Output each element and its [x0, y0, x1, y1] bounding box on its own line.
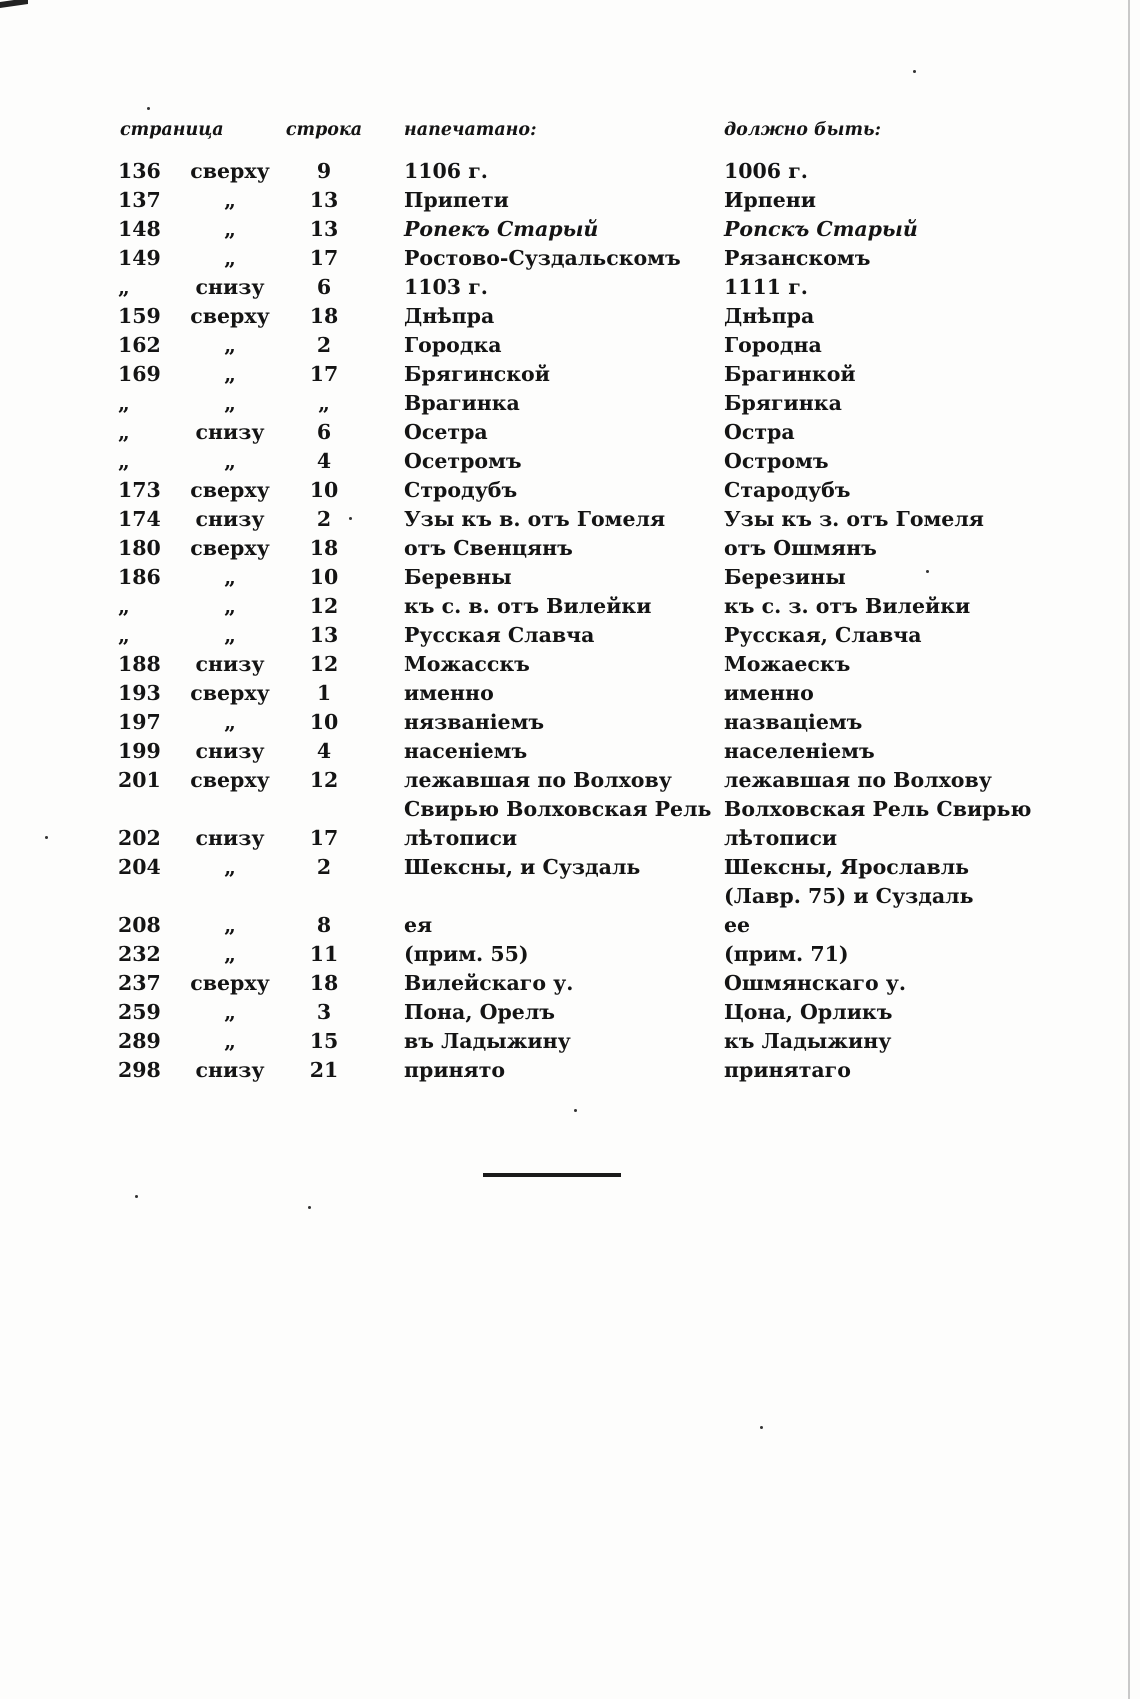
- errata-line-number: „: [318, 391, 330, 415]
- errata-correct-text: 1111 г.: [724, 275, 808, 299]
- ink-speck: [45, 836, 48, 839]
- errata-printed-text: Пона, Орелъ: [404, 1000, 556, 1024]
- errata-side: „: [224, 188, 236, 212]
- errata-printed-text: Осетра: [404, 420, 488, 444]
- errata-page-number: 237: [118, 971, 161, 995]
- errata-page-number: 193: [118, 681, 161, 705]
- errata-correct-text: 1006 г.: [724, 159, 808, 183]
- errata-correct-text: Рязанскомъ: [724, 246, 871, 270]
- errata-page-number: 162: [118, 333, 161, 357]
- errata-correct-text: населеніемъ: [724, 739, 875, 763]
- errata-side: сверху: [190, 681, 270, 705]
- scan-edge-line: [1128, 0, 1130, 1699]
- errata-line-number: 6: [316, 420, 332, 444]
- errata-line-number: 2: [316, 333, 332, 357]
- errata-line-number: 12: [309, 652, 339, 676]
- errata-line-number: 17: [309, 826, 339, 850]
- errata-row: [118, 969, 1044, 998]
- errata-line-number: 10: [309, 710, 339, 734]
- errata-printed-text: отъ Свенцянъ: [404, 536, 573, 560]
- errata-row: [118, 911, 1044, 940]
- errata-printed-text: Врагинка: [404, 391, 520, 415]
- errata-page-number: 232: [118, 942, 161, 966]
- errata-page-number: 259: [118, 1000, 161, 1024]
- errata-printed-text: 1106 г.: [404, 159, 488, 183]
- errata-row: [118, 418, 1044, 447]
- errata-side: „: [224, 246, 236, 270]
- errata-row: [118, 708, 1044, 737]
- errata-row: [118, 563, 1044, 592]
- errata-printed-text: Беревны: [404, 565, 512, 589]
- errata-side: сверху: [190, 304, 270, 328]
- ink-speck: [760, 1426, 763, 1429]
- errata-page-number: 136: [118, 159, 161, 183]
- errata-correct-text: Ропскъ Старый: [724, 217, 918, 241]
- errata-page-number: „: [118, 391, 130, 415]
- errata-row: [118, 244, 1044, 273]
- errata-line-number: 10: [309, 565, 339, 589]
- errata-printed-text: Русская Славча: [404, 623, 595, 647]
- errata-line-number: 2: [316, 507, 332, 531]
- errata-row: [118, 476, 1044, 505]
- errata-line-number: 4: [316, 449, 332, 473]
- errata-line-number: 12: [309, 594, 339, 618]
- errata-page-number: 137: [118, 188, 161, 212]
- errata-row: [118, 302, 1044, 331]
- errata-page-number: 159: [118, 304, 161, 328]
- errata-correct-text: Днѣпра: [724, 304, 815, 328]
- errata-page-number: 188: [118, 652, 161, 676]
- errata-page-number: 199: [118, 739, 161, 763]
- errata-printed-text: Шексны, и Суздаль: [404, 855, 641, 879]
- errata-correct-text: лежавшая по Волхову Волховская Рель Свирью: [724, 768, 1032, 821]
- errata-row: [118, 998, 1044, 1027]
- errata-printed-text: Ростово-Суздальскомъ: [404, 246, 681, 270]
- errata-row: [118, 1027, 1044, 1056]
- errata-page-number: 169: [118, 362, 161, 386]
- errata-correct-text: Шексны, Ярославль (Лавр. 75) и Суздаль: [724, 855, 974, 908]
- errata-page-number: 208: [118, 913, 161, 937]
- errata-line-number: 4: [316, 739, 332, 763]
- errata-correct-text: принятаго: [724, 1058, 851, 1082]
- errata-row: [118, 766, 1044, 824]
- errata-line-number: 17: [309, 246, 339, 270]
- errata-page-number: 148: [118, 217, 161, 241]
- errata-side: „: [224, 391, 236, 415]
- errata-correct-text: Брягинка: [724, 391, 842, 415]
- errata-printed-text: ея: [404, 913, 433, 937]
- errata-page-number: „: [118, 623, 130, 647]
- errata-line-number: 11: [309, 942, 339, 966]
- errata-correct-text: Березины: [724, 565, 846, 589]
- errata-row: [118, 650, 1044, 679]
- errata-printed-text: нязваніемъ: [404, 710, 545, 734]
- errata-correct-text: Остромъ: [724, 449, 829, 473]
- errata-page-number: 186: [118, 565, 161, 589]
- header-should-be: должно быть:: [724, 120, 881, 140]
- errata-side: „: [224, 333, 236, 357]
- errata-row: [118, 534, 1044, 563]
- errata-correct-text: Ошмянскаго у.: [724, 971, 907, 995]
- errata-row: [118, 273, 1044, 302]
- errata-printed-text: Вилейскаго у.: [404, 971, 574, 995]
- errata-page-number: 204: [118, 855, 161, 879]
- errata-side: „: [224, 913, 236, 937]
- errata-page-number: „: [118, 420, 130, 444]
- errata-printed-text: именно: [404, 681, 494, 705]
- errata-printed-text: Можасскъ: [404, 652, 530, 676]
- ink-speck: [308, 1206, 311, 1209]
- errata-correct-text: (прим. 71): [724, 942, 849, 966]
- errata-side: „: [224, 1000, 236, 1024]
- errata-row: [118, 389, 1044, 418]
- errata-side: „: [224, 594, 236, 618]
- errata-printed-text: къ с. в. отъ Вилейки: [404, 594, 652, 618]
- errata-body: [118, 157, 1044, 1085]
- corner-ink-mark: [0, 0, 28, 8]
- errata-page-number: 201: [118, 768, 161, 792]
- errata-printed-text: Стродубъ: [404, 478, 518, 502]
- errata-printed-text: въ Ладыжину: [404, 1029, 571, 1053]
- errata-row: [118, 505, 1044, 534]
- errata-side: снизу: [195, 1058, 265, 1082]
- errata-line-number: 18: [309, 971, 339, 995]
- errata-printed-text: Городка: [404, 333, 502, 357]
- closing-rule: [483, 1173, 621, 1177]
- errata-side: „: [224, 855, 236, 879]
- errata-correct-text: къ Ладыжину: [724, 1029, 892, 1053]
- errata-printed-text: Припети: [404, 188, 509, 212]
- errata-side: сверху: [190, 971, 270, 995]
- errata-side: „: [224, 710, 236, 734]
- errata-side: сверху: [190, 159, 270, 183]
- errata-side: „: [224, 217, 236, 241]
- errata-line-number: 12: [309, 768, 339, 792]
- errata-side: „: [224, 1029, 236, 1053]
- errata-page-number: 202: [118, 826, 161, 850]
- errata-correct-text: Можаескъ: [724, 652, 851, 676]
- errata-printed-text: Днѣпра: [404, 304, 495, 328]
- errata-correct-text: именно: [724, 681, 814, 705]
- errata-printed-text: (прим. 55): [404, 942, 529, 966]
- errata-page-number: „: [118, 449, 130, 473]
- errata-side: снизу: [195, 739, 265, 763]
- header-line: строка: [285, 120, 363, 140]
- errata-line-number: 8: [316, 913, 332, 937]
- ink-speck: [574, 1109, 577, 1112]
- errata-page-number: „: [118, 275, 130, 299]
- errata-correct-text: Ирпени: [724, 188, 816, 212]
- errata-row: [118, 331, 1044, 360]
- errata-correct-text: Брагинкой: [724, 362, 856, 386]
- errata-side: „: [224, 623, 236, 647]
- errata-side: „: [224, 362, 236, 386]
- errata-printed-text: насеніемъ: [404, 739, 528, 763]
- errata-row: [118, 737, 1044, 766]
- errata-line-number: 17: [309, 362, 339, 386]
- errata-side: сверху: [190, 478, 270, 502]
- errata-page-number: 197: [118, 710, 161, 734]
- errata-correct-text: къ с. з. отъ Вилейки: [724, 594, 971, 618]
- errata-line-number: 3: [316, 1000, 332, 1024]
- errata-line-number: 9: [316, 159, 332, 183]
- errata-row: [118, 940, 1044, 969]
- errata-printed-text: лѣтописи: [404, 826, 518, 850]
- errata-row: [118, 679, 1044, 708]
- errata-side: „: [224, 565, 236, 589]
- errata-correct-text: лѣтописи: [724, 826, 838, 850]
- errata-line-number: 1: [316, 681, 332, 705]
- errata-line-number: 10: [309, 478, 339, 502]
- errata-side: сверху: [190, 536, 270, 560]
- errata-line-number: 18: [309, 536, 339, 560]
- header-printed: напечатано:: [404, 120, 537, 140]
- errata-row: [118, 186, 1044, 215]
- errata-row: [118, 824, 1044, 853]
- errata-row: [118, 621, 1044, 650]
- errata-correct-text: Стародубъ: [724, 478, 851, 502]
- errata-row: [118, 592, 1044, 621]
- errata-page-number: 298: [118, 1058, 161, 1082]
- errata-side: снизу: [195, 275, 265, 299]
- errata-line-number: 21: [309, 1058, 339, 1082]
- errata-side: „: [224, 942, 236, 966]
- errata-page-number: 173: [118, 478, 161, 502]
- errata-line-number: 15: [309, 1029, 339, 1053]
- errata-side: сверху: [190, 768, 270, 792]
- ink-speck: [135, 1195, 138, 1198]
- errata-correct-text: отъ Ошмянъ: [724, 536, 877, 560]
- errata-side: снизу: [195, 652, 265, 676]
- errata-header-row: [118, 117, 1044, 157]
- errata-row: [118, 157, 1044, 186]
- errata-line-number: 2: [316, 855, 332, 879]
- header-page: страница: [120, 120, 224, 140]
- errata-printed-text: Осетромъ: [404, 449, 522, 473]
- errata-line-number: 6: [316, 275, 332, 299]
- errata-page-number: 180: [118, 536, 161, 560]
- errata-correct-text: Цона, Орликъ: [724, 1000, 893, 1024]
- errata-side: снизу: [195, 826, 265, 850]
- ink-speck: [913, 70, 916, 73]
- errata-side: „: [224, 449, 236, 473]
- errata-page-number: 149: [118, 246, 161, 270]
- errata-correct-text: Городна: [724, 333, 822, 357]
- errata-line-number: 13: [309, 217, 339, 241]
- errata-correct-text: Узы къ з. отъ Гомеля: [724, 507, 984, 531]
- errata-row: [118, 853, 1044, 911]
- errata-printed-text: 1103 г.: [404, 275, 488, 299]
- errata-row: [118, 360, 1044, 389]
- errata-row: [118, 447, 1044, 476]
- errata-page-number: 174: [118, 507, 161, 531]
- errata-line-number: 18: [309, 304, 339, 328]
- errata-page-number: „: [118, 594, 130, 618]
- errata-correct-text: Остра: [724, 420, 795, 444]
- errata-side: снизу: [195, 420, 265, 444]
- errata-table: [118, 117, 1044, 1085]
- errata-page-number: 289: [118, 1029, 161, 1053]
- ink-speck: [147, 107, 150, 110]
- errata-correct-text: ее: [724, 913, 751, 937]
- errata-printed-text: Брягинской: [404, 362, 550, 386]
- errata-line-number: 13: [309, 623, 339, 647]
- errata-correct-text: Русская, Славча: [724, 623, 922, 647]
- errata-correct-text: назваціемъ: [724, 710, 863, 734]
- errata-line-number: 13: [309, 188, 339, 212]
- errata-printed-text: Ропекъ Старый: [404, 217, 599, 241]
- errata-side: снизу: [195, 507, 265, 531]
- errata-printed-text: лежавшая по Волхову Свирью Волховская Рель: [404, 768, 712, 821]
- errata-row: [118, 1056, 1044, 1085]
- errata-row: [118, 215, 1044, 244]
- errata-printed-text: принято: [404, 1058, 506, 1082]
- errata-printed-text: Узы къ в. отъ Гомеля: [404, 507, 666, 531]
